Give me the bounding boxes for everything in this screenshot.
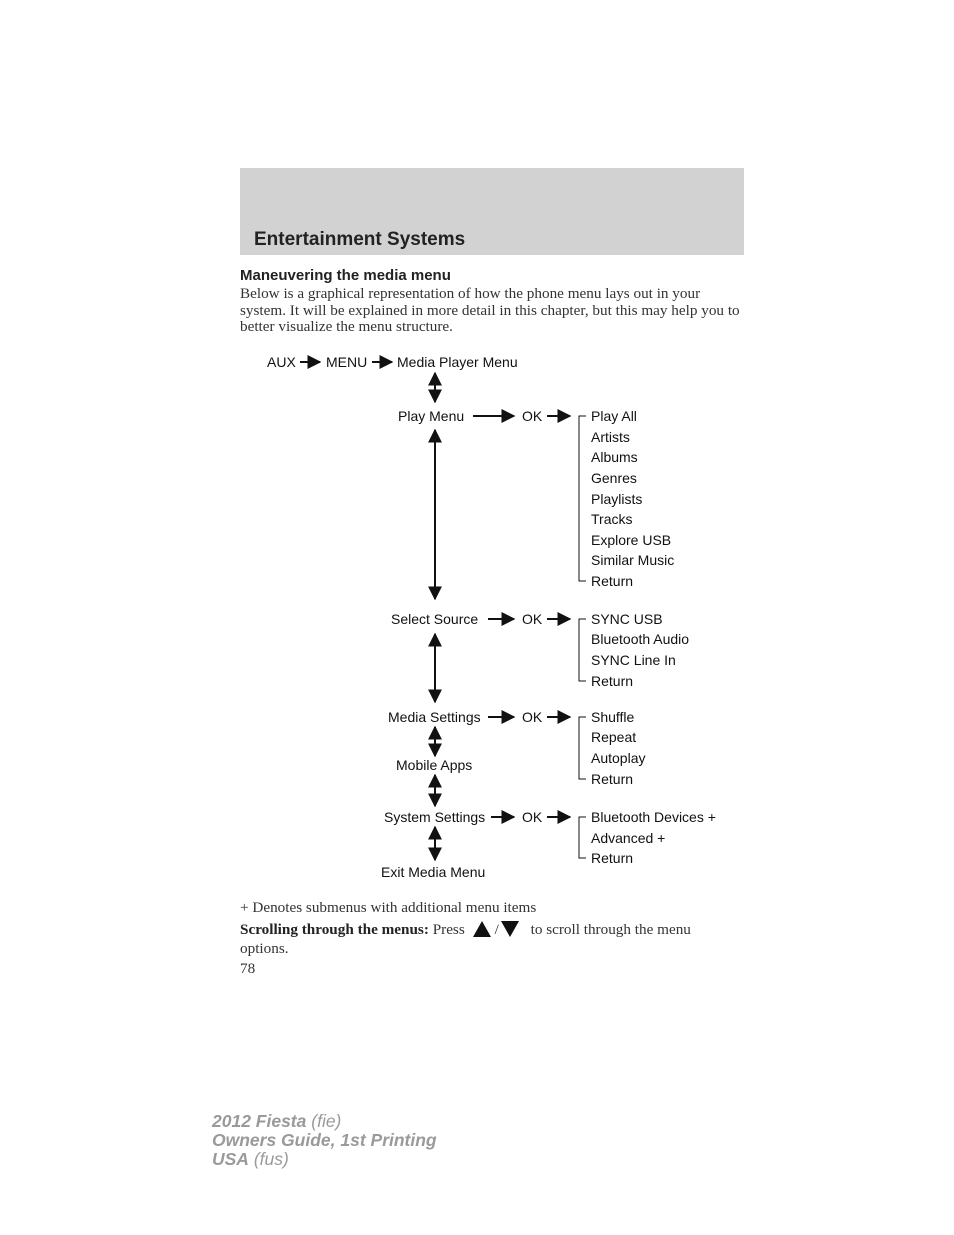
- ok-label: OK: [522, 809, 543, 825]
- menu-item: Return: [591, 573, 634, 589]
- menu-item: Repeat: [591, 729, 637, 745]
- media-player-menu-label: Media Player Menu: [397, 354, 518, 370]
- menu-item: Artists: [591, 429, 630, 445]
- scrolling-label: Scrolling through the menus:: [240, 921, 429, 938]
- ok-label: OK: [522, 408, 543, 424]
- menu-item: Autoplay: [591, 750, 646, 766]
- ok-label: OK: [522, 611, 543, 627]
- section-title: Maneuvering the media menu: [240, 267, 451, 284]
- submenu-note: + Denotes submenus with additional menu items: [240, 899, 537, 916]
- menu-item: Advanced +: [591, 830, 666, 846]
- scroll-instruction-text: to scroll through the menu options.: [240, 921, 691, 957]
- press-text: Press: [432, 921, 465, 938]
- menu-item: Return: [591, 771, 634, 787]
- menu-item: Explore USB: [591, 532, 672, 548]
- menu-item: Shuffle: [591, 709, 635, 725]
- scrolling-paragraph: [240, 920, 740, 958]
- items-bracket: [579, 717, 586, 779]
- menu-item: SYNC Line In: [591, 652, 676, 668]
- play-menu-label: Play Menu: [398, 408, 465, 424]
- menu-item: Return: [591, 850, 634, 866]
- page-number: 78: [240, 960, 256, 977]
- menu-item: Tracks: [591, 511, 633, 527]
- items-bracket: [579, 619, 586, 681]
- menu-item: Return: [591, 673, 634, 689]
- menu-item: Similar Music: [591, 552, 675, 568]
- down-arrow-icon: [499, 920, 527, 934]
- intro-paragraph: Below is a graphical representation of how the phone menu lays out in your system. It will be explained in more detail in this chapter, but this may help you to better visualize the menu structure.: [240, 285, 740, 336]
- separator-text: /: [494, 921, 499, 938]
- footer-market: USA: [212, 1149, 249, 1169]
- footer-market-code: (fus): [253, 1149, 289, 1169]
- menu-item: Playlists: [591, 491, 643, 507]
- footer-model-code: (fie): [311, 1111, 342, 1131]
- menu-item: Albums: [591, 449, 638, 465]
- media-settings-label: Media Settings: [388, 709, 481, 725]
- footer-guide: Owners Guide, 1st Printing: [212, 1130, 437, 1150]
- menu-item: SYNC USB: [591, 611, 663, 627]
- mobile-apps-label: Mobile Apps: [396, 757, 473, 773]
- menu-item: Bluetooth Audio: [591, 631, 690, 647]
- items-bracket: [579, 817, 586, 858]
- aux-label: AUX: [267, 354, 296, 370]
- menu-item: Bluetooth Devices +: [591, 809, 716, 825]
- footer-model: 2012 Fiesta: [212, 1111, 307, 1131]
- ok-label: OK: [522, 709, 543, 725]
- select-source-label: Select Source: [391, 611, 479, 627]
- exit-media-menu-label: Exit Media Menu: [381, 864, 486, 880]
- system-settings-label: System Settings: [384, 809, 486, 825]
- menu-item: Play All: [591, 408, 637, 424]
- menu-item: Genres: [591, 470, 637, 486]
- items-bracket: [579, 416, 586, 581]
- menu-label: MENU: [326, 354, 368, 370]
- chapter-title: Entertainment Systems: [254, 229, 466, 250]
- up-arrow-icon: [469, 920, 495, 934]
- document-footer: [212, 1112, 437, 1169]
